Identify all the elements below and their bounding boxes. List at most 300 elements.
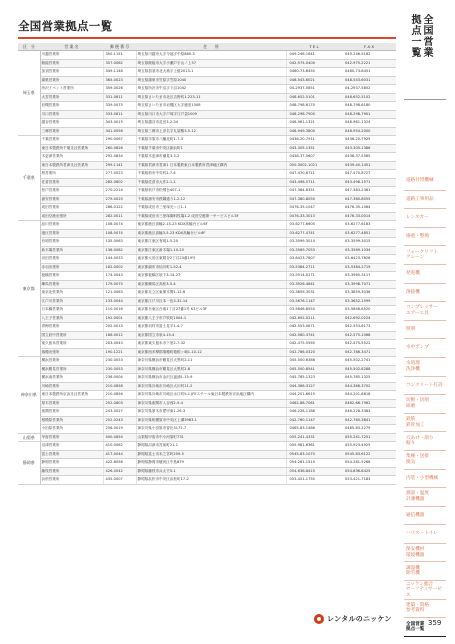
tel-cell: 042-553-0871 [286, 323, 342, 332]
table-row [18, 153, 396, 162]
office-name-cell: 厚木営業所 [40, 399, 103, 408]
tel-cell: 0476-33-3013 [286, 212, 342, 221]
fax-cell: 048-961-1324 [342, 119, 396, 128]
office-name-cell: 江戸川営業所 [40, 297, 103, 306]
table-row [18, 93, 396, 102]
fax-cell: 0476-35-1064 [342, 204, 396, 213]
fax-cell: 053-421-7183 [342, 476, 396, 485]
address-cell: 埼玉県さいたま市岩槻区大字鹿室1508 [136, 102, 286, 111]
zip-cell: 133-0044 [103, 297, 136, 306]
region-cell: 埼玉県 [18, 51, 40, 136]
address-cell: 東京都西多摩郡瑞穂町箱根ヶ崎1-10-12 [136, 348, 286, 357]
office-name-cell: 港区営業所 [40, 229, 103, 238]
region-cell: 千葉県 [18, 136, 40, 221]
office-name-cell: 東京北営業所 [40, 289, 103, 298]
address-cell: 埼玉県所沢市牛沼字下沼1042 [136, 85, 286, 94]
tel-cell: 042-786-0320 [286, 348, 342, 357]
address-cell: 埼玉県さいたま市北区吉野町1-223-11 [136, 93, 286, 102]
header-office-name: 営 業 名 [40, 43, 103, 51]
office-name-cell: 横浜営業所 [40, 357, 103, 366]
zip-cell: 252-0243 [103, 416, 136, 425]
table-row [18, 476, 396, 485]
table-row [18, 416, 396, 425]
side-nav-item[interactable]: レンタカー [404, 209, 446, 228]
tel-cell: 048-798-6170 [286, 102, 342, 111]
region-cell: 東京都 [18, 221, 40, 357]
fax-cell: 042-760-3841 [342, 416, 396, 425]
office-name-cell: 新木場営業所 [40, 246, 103, 255]
zip-cell: 285-0802 [103, 178, 136, 187]
zip-cell: 282-0011 [103, 212, 136, 221]
office-table [18, 43, 396, 485]
side-nav-item[interactable]: 水中ポンプ [404, 339, 446, 358]
zip-cell: 190-1221 [103, 348, 136, 357]
zip-cell: 333-0811 [103, 110, 136, 119]
address-cell: 神奈川県相模原市中央区上溝3983-1 [136, 416, 286, 425]
table-row [18, 374, 396, 383]
address-cell: 静岡県沼津市宮前町21-1 [136, 442, 286, 451]
fax-cell: 0476-33-0014 [342, 212, 396, 221]
tel-cell: 03-5914-0271 [286, 272, 342, 281]
tel-cell: 0438-37-5607 [286, 153, 342, 162]
side-nav-item[interactable]: コンクリート打設 [404, 377, 446, 396]
address-cell: 東京都板橋区坂下3-14-27 [136, 272, 286, 281]
office-name-cell: 所沢イベント営業所 [40, 85, 103, 94]
table-row [18, 348, 396, 357]
address-cell: 東京都台東区台東1丁目27番1号 K3ビル3F [136, 306, 286, 315]
address-cell: 静岡県富士市米之宮町259-5 [136, 450, 286, 459]
tel-cell: 042-475-5565 [286, 340, 342, 349]
office-name-cell: 静岡営業所 [40, 459, 103, 468]
table-row [18, 161, 396, 170]
zip-cell: 108-0074 [103, 221, 136, 230]
zip-cell: 236-0004 [103, 374, 136, 383]
office-name-cell: 瑞穂出張所 [40, 348, 103, 357]
zip-cell: 252-0803 [103, 399, 136, 408]
company-logo [314, 614, 392, 624]
tel-cell: 03-6277-4741 [286, 229, 342, 238]
zip-cell: 230-0053 [103, 365, 136, 374]
fax-cell: 0438-37-5565 [342, 153, 396, 162]
table-row [18, 221, 396, 230]
side-nav-item[interactable]: 測量・温度 計測機器 [404, 488, 446, 507]
table-row [18, 119, 396, 128]
address-cell: 東京都八王子市戸吹町1004-1 [136, 314, 286, 323]
office-name-cell: 座間営業所 [40, 408, 103, 417]
zip-cell: 341-0056 [103, 127, 136, 136]
office-name-cell: 国立府中営業所 [40, 331, 103, 340]
tel-cell: 046-228-1188 [286, 408, 342, 417]
tel-cell: 03-3926-4841 [286, 280, 342, 289]
zip-cell: 365-0023 [103, 76, 136, 85]
side-nav-item[interactable]: 保安機材 環境機器 [404, 544, 446, 563]
fax-cell: 0462-66-7962 [342, 399, 396, 408]
address-cell: 千葉県木更津市潮見3-3-2 [136, 153, 286, 162]
logo-text: レンタルのニッケン [327, 615, 392, 623]
tel-cell: 044-366-3127 [286, 382, 342, 391]
fax-cell: 03-6277-6183 [342, 221, 396, 230]
table-row [18, 399, 396, 408]
tel-cell: 047-470-8711 [286, 170, 342, 179]
fax-cell: 047-383-2381 [342, 187, 396, 196]
zip-cell: 182-0002 [103, 263, 136, 272]
tel-cell: 048-543-6021 [286, 76, 342, 85]
address-cell: 静岡県藤枝市兵太夫5-1 [136, 467, 286, 476]
table-row [18, 136, 396, 145]
table-row [18, 102, 396, 111]
zip-cell: 136-0082 [103, 246, 136, 255]
fax-cell: 045-502-2741 [342, 357, 396, 366]
tel-cell: 048-949-3800 [286, 127, 342, 136]
address-cell: 静岡県静岡市駿河区中島879 [136, 459, 286, 468]
zip-cell: 205-0013 [103, 323, 136, 332]
table-row [18, 450, 396, 459]
table-row [18, 467, 396, 476]
office-name-cell: 東久留米営業所 [40, 340, 103, 349]
zip-cell: 135-0063 [103, 238, 136, 247]
table-body [18, 51, 396, 485]
fax-cell: 03-3998-7071 [342, 280, 396, 289]
office-name-cell: 浦安営業所 [40, 195, 103, 204]
fax-cell: 048-954-2000 [342, 127, 396, 136]
fax-cell: 054-281-5268 [342, 459, 396, 468]
table-row [18, 331, 396, 340]
side-nav-item[interactable]: コンプレッサー エアーエ具 [404, 302, 446, 321]
fax-cell: 048-543-6031 [342, 76, 396, 85]
office-name-cell: 東日本製鉄所京浜支社営業所 [40, 391, 103, 400]
office-name-cell: 八王子営業所 [40, 314, 103, 323]
office-name-cell: 横浜鶴見営業所 [40, 365, 103, 374]
office-name-cell: 横浜南営業所 [40, 374, 103, 383]
address-cell: 神奈川県横浜市金沢区福浦1-15-9 [136, 374, 286, 383]
fax-cell: 03-6423-7826 [342, 255, 396, 264]
address-cell: 東京都東久留米市下里2-7-32 [136, 340, 286, 349]
side-nav-item[interactable]: ハウス・トイレ [404, 525, 446, 544]
tel-cell: 053-421-1750 [286, 476, 342, 485]
side-nav-item[interactable]: 道路工事用品 [404, 191, 446, 210]
tel-cell: 049-246-1641 [286, 51, 342, 60]
table-row [18, 306, 396, 315]
tel-cell: 045-785-1323 [286, 374, 342, 383]
fax-cell: 044-366-3702 [342, 382, 396, 391]
office-name-cell: 川口営業所 [40, 110, 103, 119]
side-nav-item[interactable]: 全国営業 拠点一覧 [404, 618, 446, 637]
zip-cell: 435-0007 [103, 476, 136, 485]
tel-cell: 045-500-6386 [286, 357, 342, 366]
zip-cell: 299-1141 [103, 161, 136, 170]
address-cell: 千葉県浦安市鉄鋼通り1-2-12 [136, 195, 286, 204]
table-row [18, 238, 396, 247]
header-fax: F A X [342, 43, 396, 51]
office-name-cell: 日本橋営業所 [40, 306, 103, 315]
zip-cell: 417-0044 [103, 450, 136, 459]
address-cell: 東京都江東区新木場1-10-20 [136, 246, 286, 255]
fax-cell: 046-228-3383 [342, 408, 396, 417]
address-cell: 東京都港区高輪2-15-23 KDX高輪台ビル6F [136, 221, 286, 230]
table-row [18, 323, 396, 332]
side-nav-item[interactable]: ニッケン総合 セーフティサービス [404, 581, 446, 600]
table-row [18, 187, 396, 196]
side-nav-item[interactable]: 調湿機 除雪機 [404, 562, 446, 581]
address-cell: 千葉県市原市八幡北町1-7-3 [136, 136, 286, 145]
zip-cell: 270-2214 [103, 187, 136, 196]
address-cell: 埼玉県越谷市花田3-2-34 [136, 119, 286, 128]
address-cell: 千葉県柏市中央町2-7-4 [136, 170, 286, 179]
zip-cell: 256-0019 [103, 425, 136, 434]
side-nav-item[interactable]: 照明 [404, 321, 446, 340]
fax-cell: 043-498-1571 [342, 178, 396, 187]
tel-cell: 03-3859-3031 [286, 289, 342, 298]
fax-cell: 042-786-3471 [342, 348, 396, 357]
tel-cell: 0436-20-7911 [286, 136, 342, 145]
fax-cell: 0439-40-1451 [342, 161, 396, 170]
tel-cell: 04-2937-5851 [286, 85, 342, 94]
address-cell: 埼玉県加須市北大桑字上組2013-1 [136, 68, 286, 77]
office-name-cell: 有明営業所 [40, 238, 103, 247]
zip-cell: 279-0025 [103, 195, 136, 204]
table-row [18, 195, 396, 204]
fax-cell: 045-785-1325 [342, 374, 396, 383]
zip-cell: 331-0811 [103, 93, 136, 102]
side-nav-item[interactable]: 鉄筋 鉄骨加工 [404, 414, 446, 433]
side-nav-item[interactable]: 揚重・整地 [404, 228, 446, 247]
table-row [18, 272, 396, 281]
fax-cell: 049-246-5182 [342, 51, 396, 60]
fax-cell: 042-553-6173 [342, 323, 396, 332]
office-name-cell: 浜松営業所 [40, 476, 103, 485]
tel-cell: 050-3002-1021 [286, 161, 342, 170]
zip-cell: 186-0012 [103, 331, 136, 340]
address-cell: 埼玉県川越市大字今福字中原880-3 [136, 51, 286, 60]
table-row [18, 433, 396, 442]
tel-cell: 03-3599-3014 [286, 238, 342, 247]
address-cell: 東京都国立市泉4-15-4 [136, 331, 286, 340]
side-nav-item[interactable]: 水処理 洗浄機 [404, 358, 446, 377]
address-cell: 東京都江戸川区本一色3-32-14 [136, 297, 286, 306]
table-row [18, 442, 396, 451]
fax-cell: 03-3569-1034 [342, 246, 396, 255]
tel-cell: 048-961-1321 [286, 119, 342, 128]
side-nav-item[interactable]: 通信機器 [404, 507, 446, 526]
table-row [18, 382, 396, 391]
table-row [18, 425, 396, 434]
side-title-line1: 全国営業 [421, 14, 432, 58]
tel-cell: 054-281-1515 [286, 459, 342, 468]
side-nav-item[interactable]: 溶接機 [404, 284, 446, 303]
zip-cell: 243-0027 [103, 408, 136, 417]
table-row [18, 212, 396, 221]
header-region: 区 分 [18, 43, 40, 51]
tel-cell: 0462-88-7061 [286, 399, 342, 408]
tel-cell: 042-975-0400 [286, 59, 342, 68]
tel-cell: 0465-83-1486 [286, 425, 342, 434]
tel-cell: 048-298-7900 [286, 110, 342, 119]
table-row [18, 68, 396, 77]
table-header-row [18, 43, 396, 51]
office-name-cell: 川崎営業所 [40, 382, 103, 391]
side-nav-item[interactable]: 道路付帯機械 [404, 172, 446, 191]
tel-cell: 047-380-8050 [286, 195, 342, 204]
region-cell: 静岡県 [18, 442, 40, 485]
fax-cell: 03-5384-2719 [342, 263, 396, 272]
side-nav-item[interactable]: 発電機 [404, 265, 446, 284]
zip-cell: 292-0834 [103, 153, 136, 162]
zip-cell: 192-0001 [103, 314, 136, 323]
office-name-cell: 東日本製鉄所千葉支社営業所 [40, 144, 103, 153]
office-name-cell: 青梅営業所 [40, 323, 103, 332]
zip-cell: 277-0023 [103, 170, 136, 179]
zip-cell: 357-0062 [103, 59, 136, 68]
tel-cell: 03-5384-2711 [286, 263, 342, 272]
office-name-cell: 赤羽出張所 [40, 263, 103, 272]
side-nav-item[interactable]: 集塵・送排 換気 [404, 451, 446, 470]
table-row [18, 127, 396, 136]
fax-cell: 0545-63-6122 [342, 450, 396, 459]
address-cell: 東京都港区高輪3-5-23 KDX高輪台ビル6F [136, 229, 286, 238]
side-nav [404, 172, 446, 637]
address-cell: 東京都練馬区高松3-5-4 [136, 280, 286, 289]
zip-cell: 108-0074 [103, 229, 136, 238]
address-cell: 東京都羽村市富士見平1-4-7 [136, 323, 286, 332]
table-row [18, 246, 396, 255]
side-nav-item[interactable]: 切断・切削 研磨 [404, 395, 446, 414]
address-cell: 埼玉県川口市大字戸塚字江戸袋1009 [136, 110, 286, 119]
table-row [18, 76, 396, 85]
office-name-cell: 柏営業所 [40, 170, 103, 179]
table-row [18, 314, 396, 323]
zip-cell: 260-0826 [103, 144, 136, 153]
side-nav-item[interactable]: 内装・小型機械 [404, 470, 446, 489]
header-tel: T E L [286, 43, 342, 51]
fax-cell: 03-5846-8520 [342, 306, 396, 315]
zip-cell: 210-0856 [103, 391, 136, 400]
fax-cell: 04-2937-5852 [342, 85, 396, 94]
address-cell: 神奈川県横浜市鶴見区大黒町2-8 [136, 365, 286, 374]
tel-cell: 042-760-1147 [286, 416, 342, 425]
address-cell: 東京都大田区東糀谷2丁目23番19号 [136, 255, 286, 264]
address-cell: 神奈川県小田原市曽比3172-7 [136, 425, 286, 434]
address-cell: 埼玉県飯能市大字小瀬戸字山ノ上37 [136, 59, 286, 68]
fax-cell: 03-3599-3015 [342, 238, 396, 247]
office-name-cell: 川越営業所 [40, 51, 103, 60]
table-row [18, 85, 396, 94]
table-row [18, 204, 396, 213]
zip-cell: 210-0858 [103, 382, 136, 391]
office-name-cell: 相模原営業所 [40, 416, 103, 425]
address-cell: 神奈川県横浜市鶴見区大黒町2-11 [136, 357, 286, 366]
fax-cell: 048-798-6180 [342, 102, 396, 111]
office-name-cell: 成田営業所 [40, 204, 103, 213]
office-name-cell: 羽田営業所 [40, 255, 103, 264]
office-name-cell: 富士営業所 [40, 450, 103, 459]
office-name-cell: 木更津営業所 [40, 153, 103, 162]
office-name-cell: 松戸営業所 [40, 187, 103, 196]
side-nav-item[interactable]: 穴あけ・削り 掘り [404, 432, 446, 451]
address-cell: 千葉県千葉市中央区新浜町1 [136, 144, 286, 153]
tel-cell: 0476-35-1047 [286, 204, 342, 213]
fax-cell: 0480-73-6451 [342, 68, 396, 77]
office-name-cell: 東日本製鉄所君津支社営業所 [40, 161, 103, 170]
office-name-cell: 小田原営業所 [40, 425, 103, 434]
fax-cell: 0465-83-2279 [342, 425, 396, 434]
fax-cell: 042-975-2221 [342, 59, 396, 68]
fax-cell: 044-201-8818 [342, 391, 396, 400]
zip-cell: 343-0015 [103, 119, 136, 128]
fax-cell: 047-470-8727 [342, 170, 396, 179]
tel-cell: 03-6423-7807 [286, 255, 342, 264]
office-name-cell: 加須営業所 [40, 68, 103, 77]
fax-cell: 055-923-4925 [342, 442, 396, 451]
zip-cell: 290-0067 [103, 136, 136, 145]
table-row [18, 408, 396, 417]
tel-cell: 0480-73-6450 [286, 68, 342, 77]
zip-cell: 410-0062 [103, 442, 136, 451]
address-cell: 千葉県佐倉市大作2-1-1 [136, 178, 286, 187]
office-name-cell: 越谷営業所 [40, 119, 103, 128]
zip-cell: 230-0053 [103, 357, 136, 366]
office-name-cell: 三郷営業所 [40, 127, 103, 136]
table-row [18, 51, 396, 60]
table-row [18, 459, 396, 468]
address-cell: 千葉県成田市三里塚光ヶ丘1-1 [136, 204, 286, 213]
tel-cell: 055-241-4331 [286, 433, 342, 442]
region-cell: 山梨県 [18, 433, 40, 442]
zip-cell: 179-0075 [103, 280, 136, 289]
address-cell: 埼玉県鴻巣市笠原字笠原1040 [136, 76, 286, 85]
table-row [18, 229, 396, 238]
zip-cell: 422-8056 [103, 459, 136, 468]
address-cell: 静岡県浜松市中央区浜松町17-2 [136, 476, 286, 485]
fax-cell: 055-241-7251 [342, 433, 396, 442]
fax-cell: 03-6277-4851 [342, 229, 396, 238]
side-nav-item[interactable]: フォークリフト クレーン [404, 246, 446, 265]
table-row [18, 340, 396, 349]
office-name-cell: 板橋営業所 [40, 272, 103, 281]
zip-cell: 121-0063 [103, 289, 136, 298]
logo-mark-icon [314, 614, 324, 624]
side-nav-item[interactable]: 建築・資格 参考資料 [404, 600, 446, 619]
fax-cell: 045-502-8288 [342, 365, 396, 374]
address-cell: 埼玉県三郷市上彦名字丸屋敷3-5-12 [136, 127, 286, 136]
office-name-cell: 練馬営業所 [40, 280, 103, 289]
title-rule [18, 37, 396, 39]
fax-cell: 042-575-1068 [342, 331, 396, 340]
table-row [18, 170, 396, 179]
fax-cell: 042-692-0224 [342, 314, 396, 323]
office-name-cell: 鴻巣営業所 [40, 76, 103, 85]
office-name-cell: 大宮営業所 [40, 93, 103, 102]
table-row [18, 110, 396, 119]
tel-cell: 043-498-5711 [286, 178, 342, 187]
fax-cell: 03-3965-3117 [342, 272, 396, 281]
tel-cell: 03-3569-7053 [286, 246, 342, 255]
region-cell: 神奈川県 [18, 357, 40, 434]
address-cell: 東京都江東区有明1-5-20 [136, 238, 286, 247]
page-number: 359 [428, 619, 442, 627]
office-name-cell: 藤枝営業所 [40, 467, 103, 476]
address-cell: 神奈川県厚木市愛甲東1-26-3 [136, 408, 286, 417]
tel-cell: 054-636-8415 [286, 467, 342, 476]
tel-cell: 03-6277-6605 [286, 221, 342, 230]
header-zip: 郵 便 番 号 [103, 43, 136, 51]
address-cell: 千葉県成田市三里塚御料牧場1-2 成田空港第一サービスビル3F [136, 212, 286, 221]
fax-cell: 048-298-7901 [342, 110, 396, 119]
table-row [18, 178, 396, 187]
side-title [404, 6, 446, 100]
tel-cell: 045-500-8541 [286, 365, 342, 374]
tel-cell: 043-305-1351 [286, 144, 342, 153]
tel-cell: 047-384-8351 [286, 187, 342, 196]
